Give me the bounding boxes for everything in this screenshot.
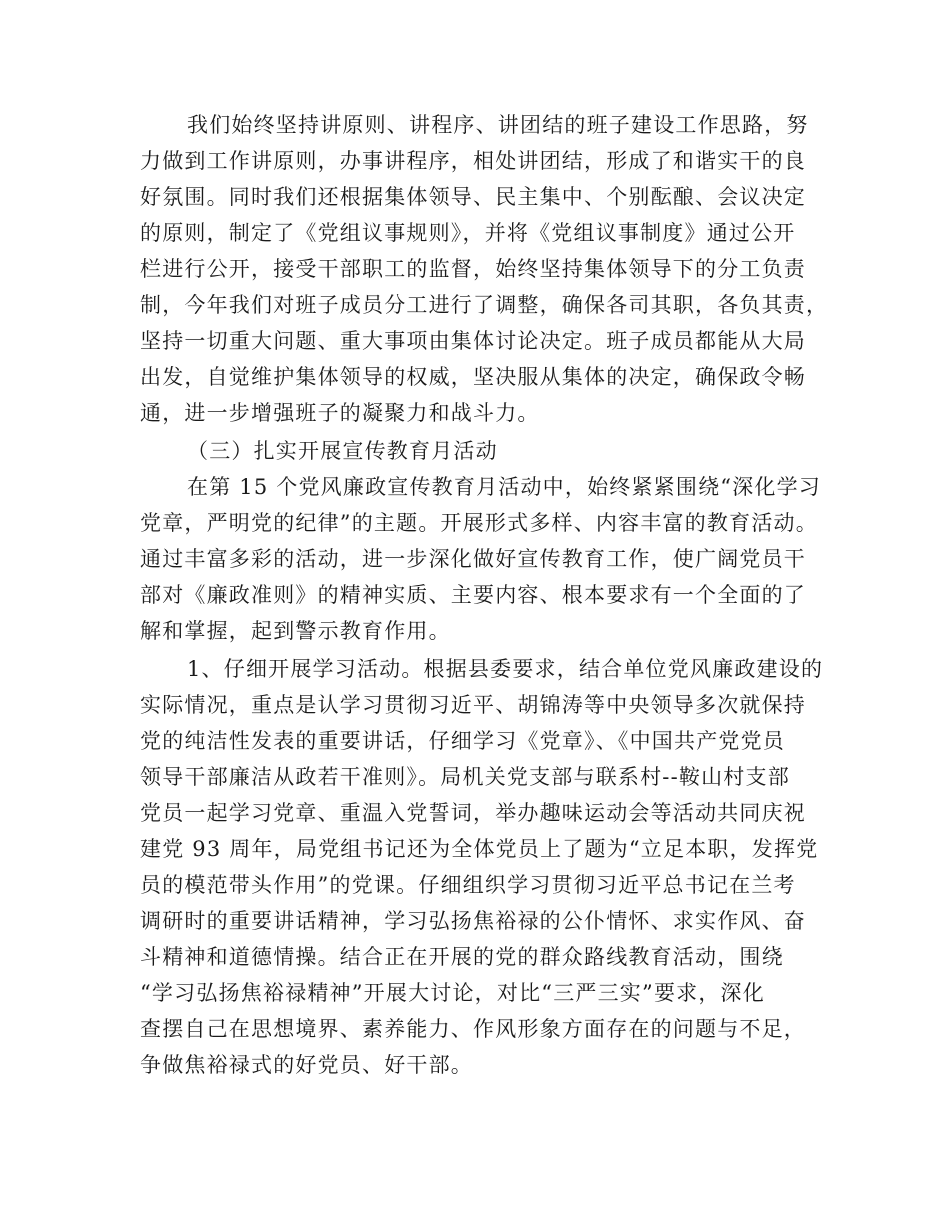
paragraph-line: 通，进一步增强班子的凝聚力和战斗力。	[140, 401, 540, 425]
paragraph-line: 斗精神和道德情操。结合正在开展的党的群众路线教育活动，围绕	[140, 945, 784, 969]
paragraph-line: 领导干部廉洁从政若干准则》。局机关党支部与联系村--鞍山村支部	[140, 765, 790, 789]
paragraph-line: 通过丰富多彩的活动，进一步深化做好宣传教育工作，使广阔党员干	[140, 547, 806, 571]
paragraph-line: 出发，自觉维护集体领导的权威，坚决服从集体的决定，确保政令畅	[140, 365, 806, 389]
paragraph-line: 制，今年我们对班子成员分工进行了调整，确保各司其职，各负其责，	[140, 293, 829, 317]
paragraph-line: 实际情况，重点是认学习贯彻习近平、胡锦涛等中央领导多次就保持	[140, 693, 806, 717]
paragraph-line: 党员一起学习党章、重温入党誓词，举办趣味运动会等活动共同庆祝	[140, 801, 806, 825]
paragraph-line: 好氛围。同时我们还根据集体领导、民主集中、个别酝酿、会议决定	[140, 185, 806, 209]
paragraph-line: 争做焦裕禄式的好党员、好干部。	[140, 1053, 473, 1077]
paragraph-line: 解和掌握，起到警示教育作用。	[140, 619, 451, 643]
paragraph-line: 查摆自己在思想境界、素养能力、作风形象方面存在的问题与不足，	[140, 1017, 806, 1041]
paragraph-line: 1、仔细开展学习活动。根据县委要求，结合单位党风廉政建设的	[187, 657, 824, 681]
paragraph-line: 员的模范带头作用”的党课。仔细组织学习贯彻习近平总书记在兰考	[140, 873, 796, 897]
paragraph-line: 党的纯洁性发表的重要讲话，仔细学习《党章》、《中国共产党党员	[140, 729, 785, 753]
paragraph-line: 在第 15 个党风廉政宣传教育月活动中，始终紧紧围绕“深化学习	[187, 475, 822, 499]
paragraph-line: 栏进行公开，接受干部职工的监督，始终坚持集体领导下的分工负责	[140, 257, 806, 281]
paragraph-line: 建党 93 周年，局党组书记还为全体党员上了题为“立足本职，发挥党	[140, 837, 819, 861]
paragraph-line: 力做到工作讲原则，办事讲程序，相处讲团结，形成了和谐实干的良	[140, 149, 806, 173]
paragraph-line: 部对《廉政准则》的精神实质、主要内容、根本要求有一个全面的了	[140, 583, 806, 607]
paragraph-line: 我们始终坚持讲原则、讲程序、讲团结的班子建设工作思路，努	[187, 113, 809, 137]
paragraph-line: “学习弘扬焦裕禄精神”开展大讨论，对比“三严三实”要求，深化	[140, 981, 765, 1005]
paragraph-line: 坚持一切重大问题、重大事项由集体讨论决定。班子成员都能从大局	[140, 329, 806, 353]
paragraph-line: 党章，严明党的纪律”的主题。开展形式多样、内容丰富的教育活动。	[140, 511, 818, 535]
section-heading: （三）扎实开展宣传教育月活动	[187, 439, 498, 463]
paragraph-line: 调研时的重要讲话精神，学习弘扬焦裕禄的公仆情怀、求实作风、奋	[140, 909, 806, 933]
paragraph-line: 的原则，制定了《党组议事规则》，并将《党组议事制度》通过公开	[140, 221, 796, 245]
